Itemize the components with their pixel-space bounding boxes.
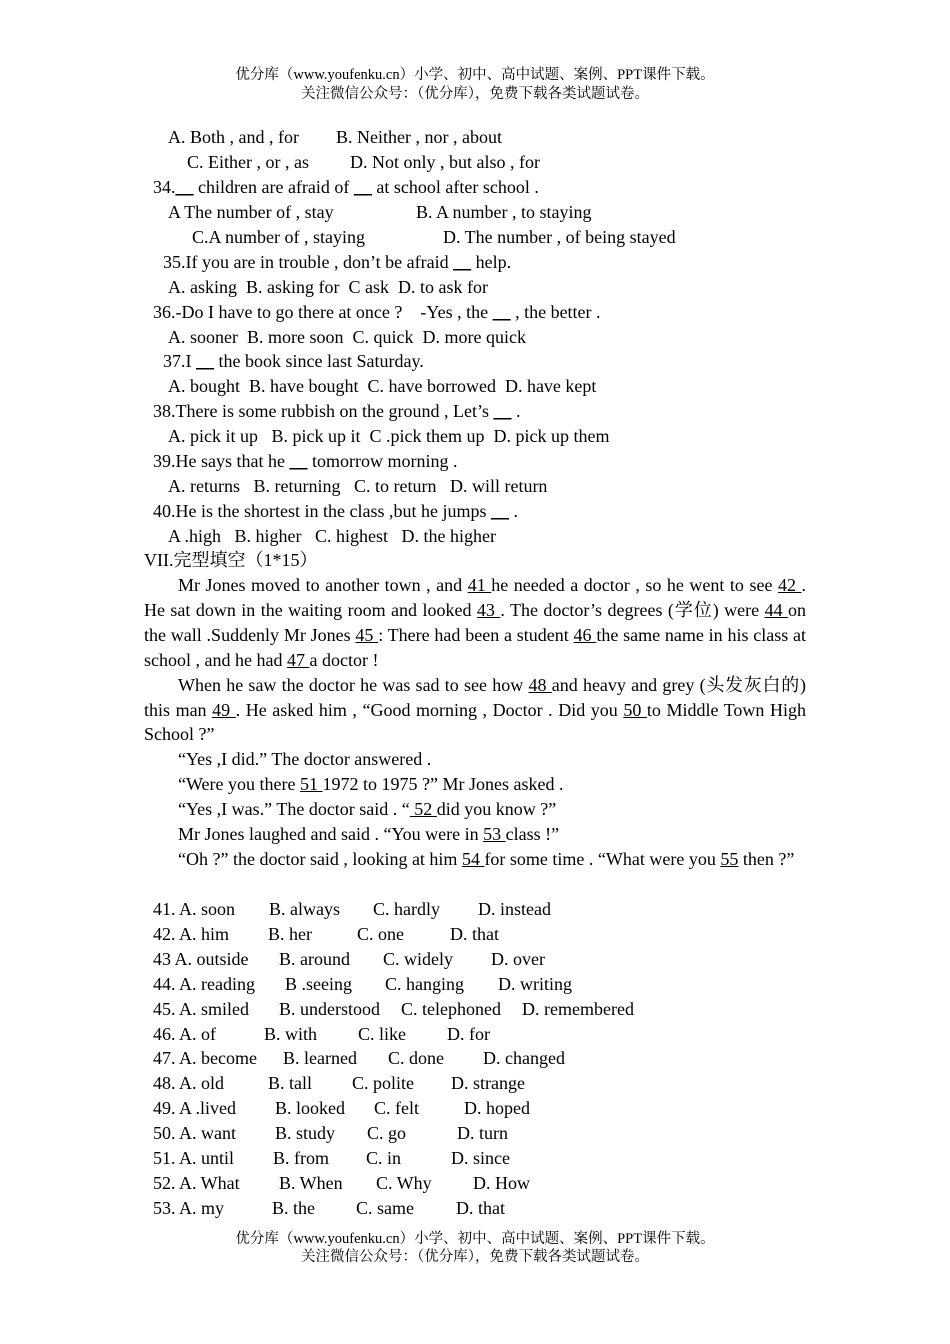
q40-options: A .high B. higher C. highest D. the higher	[168, 526, 496, 546]
section-title: VII.完型填空（1*15）	[144, 550, 318, 570]
answer-41-option-a: 41. A. soon	[153, 899, 236, 919]
answer-53-option-c: C. same	[356, 1197, 414, 1218]
cloze-paragraph-4: “Were you there 51 1972 to 1975 ?” Mr Jones asked .	[178, 774, 564, 795]
answer-43-option-c: C. widely	[383, 948, 453, 969]
answer-51-option-a: 51. A. until	[153, 1148, 235, 1168]
answer-51-option-c: C. in	[366, 1148, 402, 1168]
q38-stem: 38.There is some rubbish on the ground , Let’s __ .	[153, 401, 521, 421]
answer-43-option-b: B. around	[279, 948, 350, 969]
answer-50-option-a: 50. A. want	[153, 1123, 236, 1144]
cloze-paragraph-3: “Yes ,I did.” The doctor answered .	[178, 749, 432, 770]
answer-52-option-a: 52. A. What	[153, 1172, 240, 1193]
answer-46-option-d: D. for	[447, 1023, 490, 1044]
answer-46-option-a: 46. A. of	[153, 1023, 216, 1044]
q35-options: A. asking B. asking for C ask D. to ask for	[168, 277, 488, 297]
cloze-paragraph-5: “Yes ,I was.” The doctor said . “ 52 did you know ?”	[178, 799, 557, 820]
answer-46-option-b: B. with	[264, 1023, 318, 1044]
q39-options: A. returns B. returning C. to return D. will return	[168, 476, 548, 496]
answer-45-option-a: 45. A. smiled	[153, 998, 250, 1019]
answer-49-option-d: D. hoped	[464, 1098, 530, 1119]
answer-43-option-a: 43 A. outside	[153, 948, 249, 969]
cloze-paragraph-7: “Oh ?” the doctor said , looking at him 54 for some time . “What were you 55 then ?”	[178, 848, 795, 869]
answer-43-option-d: D. over	[491, 948, 545, 969]
answer-42-option-b: B. her	[268, 923, 312, 944]
answer-45-option-d: D. remembered	[522, 998, 634, 1019]
q33-option-d: D. Not only , but also , for	[350, 152, 540, 172]
answer-44-option-a: 44. A. reading	[153, 973, 255, 994]
q34-option-a: A The number of , stay	[168, 202, 334, 222]
q36-stem: 36.-Do I have to go there at once ? -Yes , the __ , the better .	[153, 302, 601, 322]
answer-41-option-d: D. instead	[478, 899, 551, 919]
answer-42-option-d: D. that	[450, 923, 499, 944]
q34-option-c: C.A number of , staying	[192, 227, 365, 247]
q37-options: A. bought B. have bought C. have borrowed D. have kept	[168, 376, 597, 396]
q37-stem: 37.I __ the book since last Saturday.	[163, 351, 424, 371]
answer-50-option-b: B. study	[275, 1123, 336, 1144]
cloze-passage	[144, 573, 806, 872]
answer-53-option-d: D. that	[456, 1197, 505, 1218]
answer-45-option-b: B. understood	[279, 998, 380, 1019]
answer-47-option-b: B. learned	[283, 1048, 357, 1069]
answer-52-option-c: C. Why	[376, 1172, 432, 1193]
q39-stem: 39.He says that he __ tomorrow morning .	[153, 451, 458, 471]
answer-47-option-d: D. changed	[483, 1048, 565, 1069]
q33-option-c: C. Either , or , as	[187, 152, 309, 172]
answer-49-option-a: 49. A .lived	[153, 1098, 237, 1119]
answer-47-option-a: 47. A. become	[153, 1048, 257, 1069]
q34-option-b: B. A number , to staying	[416, 202, 592, 222]
answer-49-option-b: B. looked	[275, 1098, 345, 1119]
answer-46-option-c: C. like	[358, 1023, 406, 1044]
answer-48-option-d: D. strange	[451, 1073, 525, 1094]
answer-52-option-b: B. When	[279, 1172, 343, 1193]
page-header-line-2: 关注微信公众号：（优分库），免费下载各类试题试卷。	[301, 86, 649, 102]
answer-52-option-d: D. How	[473, 1172, 530, 1193]
answer-44-option-c: C. hanging	[385, 973, 464, 994]
q33-option-a: A. Both , and , for	[168, 127, 299, 147]
q36-options: A. sooner B. more soon C. quick D. more quick	[168, 327, 526, 347]
q40-stem: 40.He is the shortest in the class ,but he jumps __ .	[153, 501, 518, 521]
answer-48-option-c: C. polite	[352, 1073, 414, 1094]
q35-stem: 35.If you are in trouble , don’t be afraid __ help.	[163, 252, 512, 272]
cloze-paragraph-2: When he saw the doctor he was sad to see how 48 and heavy and grey (头发灰白的) this man 49 . He asked him , “Good morning , Doctor . Did you 50 to Middle Town High School ?”	[144, 674, 806, 745]
answer-53-option-b: B. the	[272, 1197, 315, 1218]
answer-45-option-c: C. telephoned	[401, 998, 501, 1019]
answer-49-option-c: C. felt	[374, 1098, 419, 1119]
answer-50-option-c: C. go	[367, 1123, 407, 1144]
answer-42-option-c: C. one	[357, 923, 404, 944]
answer-50-option-d: D. turn	[457, 1123, 508, 1144]
q34-option-d: D. The number , of being stayed	[443, 227, 676, 247]
page-footer-line-2: 关注微信公众号：（优分库），免费下载各类试题试卷。	[301, 1249, 649, 1265]
answer-51-option-b: B. from	[273, 1148, 329, 1168]
answer-48-option-a: 48. A. old	[153, 1073, 225, 1094]
page-footer-line-1: 优分库（www.youfenku.cn）小学、初中、高中试题、案例、PPT课件下载。	[235, 1231, 715, 1247]
cloze-paragraph-1: Mr Jones moved to another town , and 41 he needed a doctor , so he went to see 42 . He sat down in the waiting room and looked 43 . The doctor’s degrees (学位) were 44 on the wall .Suddenly Mr Jones 45 : There had been a student 46 the same name in his class at school , and he had 47 a doctor !	[144, 575, 807, 670]
answer-44-option-d: D. writing	[498, 973, 572, 994]
answer-48-option-b: B. tall	[268, 1073, 312, 1094]
answer-41-option-c: C. hardly	[373, 899, 440, 919]
q33-option-b: B. Neither , nor , about	[336, 127, 502, 147]
answer-51-option-d: D. since	[451, 1148, 510, 1168]
answer-44-option-b: B .seeing	[285, 973, 352, 994]
answer-42-option-a: 42. A. him	[153, 923, 230, 944]
answer-41-option-b: B. always	[269, 899, 340, 919]
q34-stem: 34.__ children are afraid of __ at school after school .	[153, 177, 539, 197]
cloze-paragraph-6: Mr Jones laughed and said . “You were in 53 class !”	[178, 824, 560, 845]
answer-53-option-a: 53. A. my	[153, 1197, 225, 1218]
q38-options: A. pick it up B. pick up it C .pick them up D. pick up them	[168, 426, 610, 446]
page-header-line-1: 优分库（www.youfenku.cn）小学、初中、高中试题、案例、PPT课件下载。	[235, 67, 715, 83]
answer-47-option-c: C. done	[388, 1048, 444, 1069]
